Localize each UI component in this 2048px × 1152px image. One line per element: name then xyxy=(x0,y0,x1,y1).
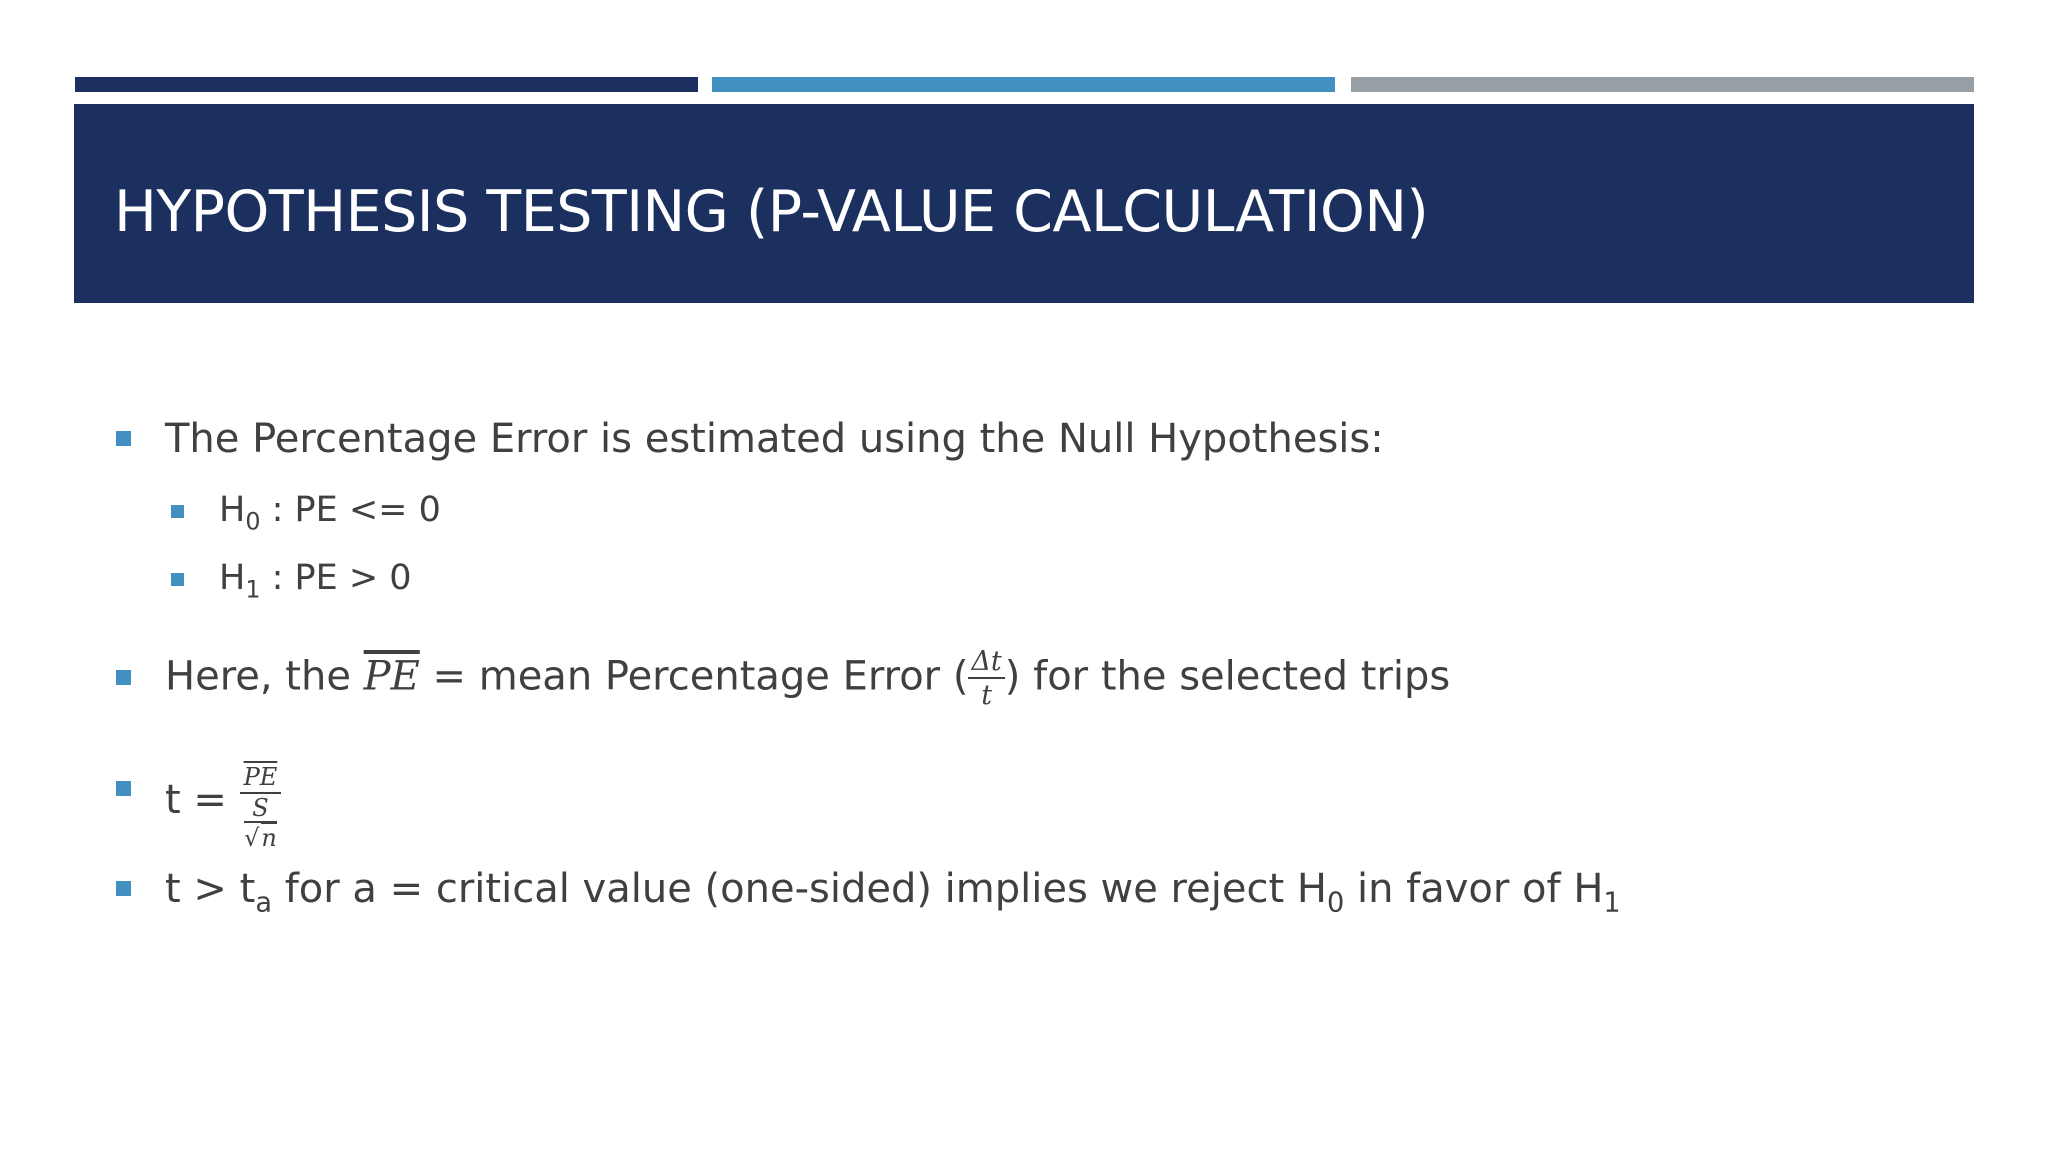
bullet-text-reject-h0 xyxy=(165,866,1621,919)
h0-symbol: H xyxy=(219,490,246,530)
subscript-1: 1 xyxy=(1603,887,1621,919)
s-over-root-n xyxy=(244,793,277,852)
h0-text: : PE <= 0 xyxy=(260,490,441,530)
s-symbol: S xyxy=(244,796,277,823)
hypothesis-h1 xyxy=(219,558,412,604)
accent-bar-gray xyxy=(1351,77,1974,92)
fraction-denominator: t xyxy=(981,680,993,711)
sqrt-icon: √ xyxy=(244,823,260,852)
root-n xyxy=(244,823,277,850)
bullet-text-mean-pe xyxy=(165,648,1450,709)
reject-text-2: for a = critical value (one-sided) implies we reject H xyxy=(271,866,1327,912)
pe-bar-symbol: $\overline{PE}$ xyxy=(363,653,420,700)
t-fraction xyxy=(240,762,282,852)
delta-t-fraction xyxy=(968,648,1004,709)
accent-bar-dark xyxy=(75,77,698,92)
accent-bar-blue xyxy=(712,77,1335,92)
sub-bullet-square-icon xyxy=(171,573,184,586)
subscript-0: 0 xyxy=(1326,887,1345,919)
bullet-square-icon xyxy=(116,431,131,446)
mean-pe-suffix: ) for the selected trips xyxy=(1004,653,1451,700)
bullet-square-icon xyxy=(116,781,131,796)
bullet-square-icon xyxy=(116,881,131,896)
subscript-a: a xyxy=(255,887,272,919)
t-denominator xyxy=(240,794,282,850)
h0-subscript: 0 xyxy=(245,507,261,536)
bullet-text-null-hypothesis: The Percentage Error is estimated using the Null Hypothesis: xyxy=(165,416,1384,462)
t-statistic-formula xyxy=(165,750,281,850)
mean-pe-prefix: Here, the xyxy=(165,653,364,700)
sub-bullet-square-icon xyxy=(171,505,184,518)
reject-text-1: t > t xyxy=(165,866,256,912)
h1-subscript: 1 xyxy=(245,575,261,604)
reject-text-3: in favor of H xyxy=(1344,866,1604,912)
t-numerator-pe-bar: $\overline{PE}$ xyxy=(240,765,282,794)
slide-title: HYPOTHESIS TESTING (P-VALUE CALCULATION) xyxy=(114,179,1429,245)
fraction-numerator: Δt xyxy=(968,648,1004,679)
h1-symbol: H xyxy=(219,558,246,598)
h1-text: : PE > 0 xyxy=(260,558,412,598)
hypothesis-h0 xyxy=(219,490,441,536)
bullet-square-icon xyxy=(116,670,131,685)
n-symbol: n xyxy=(261,823,277,852)
t-equals: t = xyxy=(165,777,240,823)
mean-pe-middle: = mean Percentage Error ( xyxy=(419,653,969,700)
